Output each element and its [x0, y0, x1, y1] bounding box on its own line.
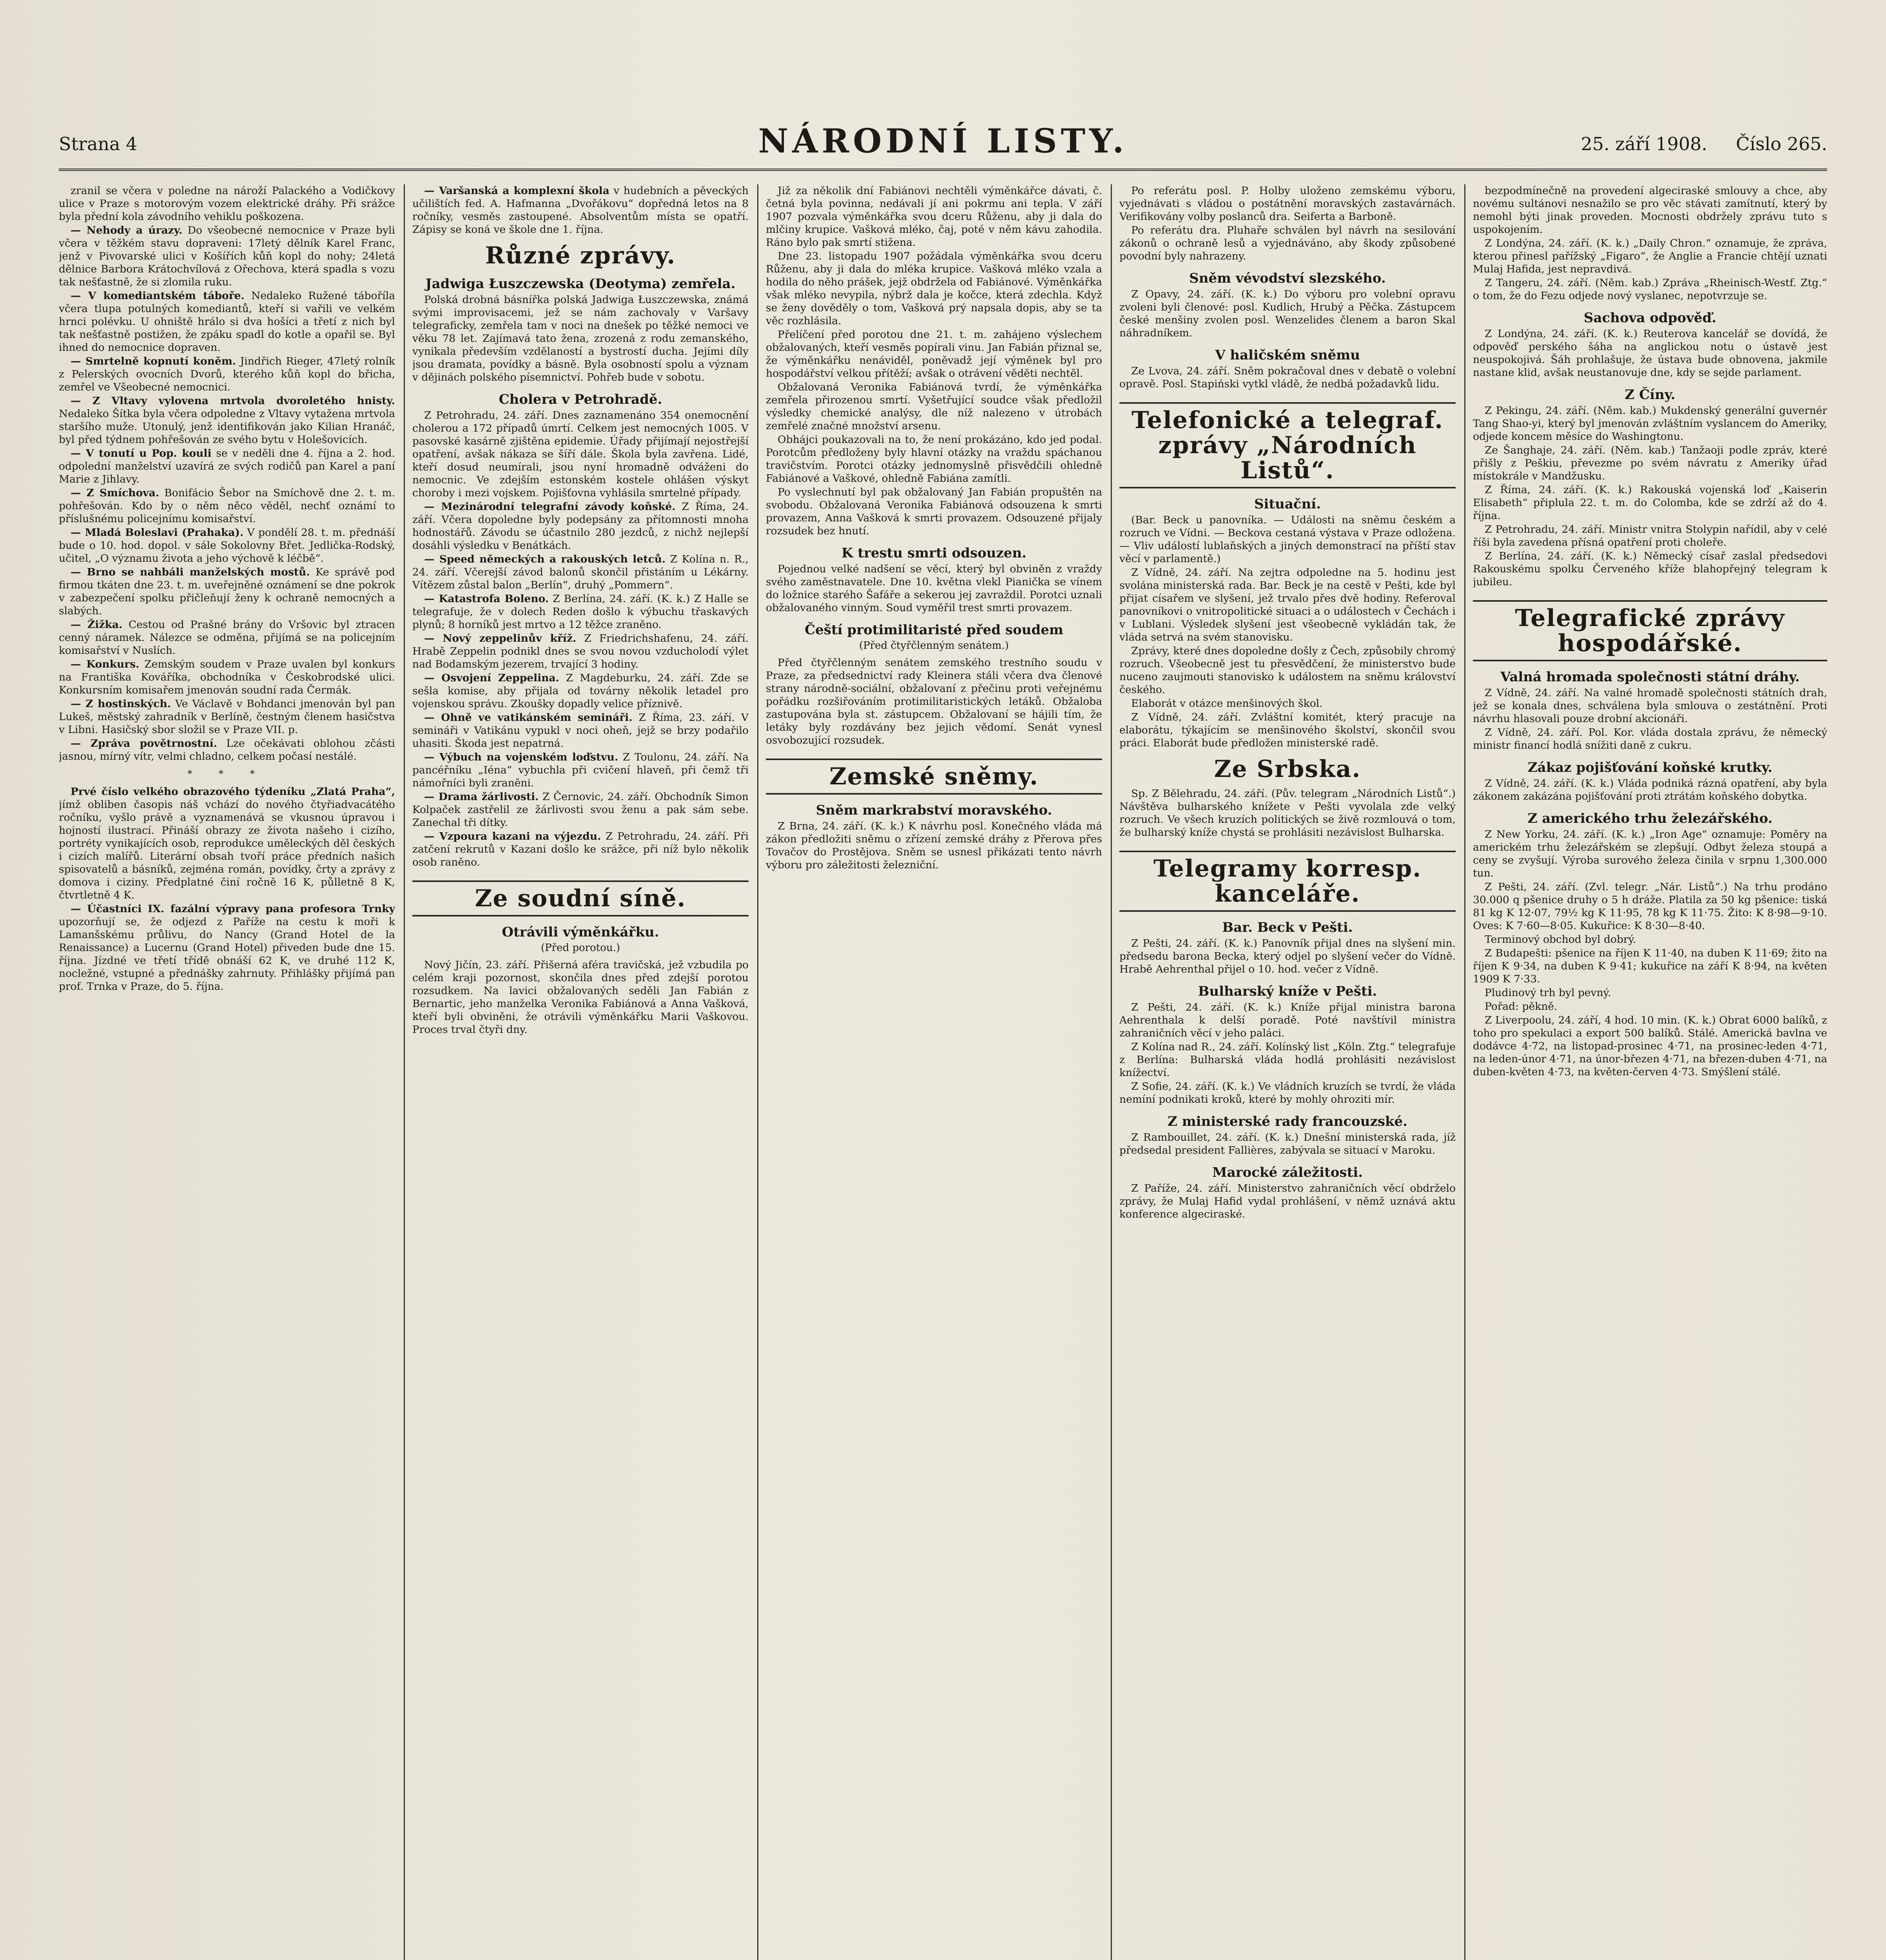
article-paragraph: [412, 184, 749, 236]
article-headline: Bar. Beck v Pešti.: [1222, 920, 1353, 935]
paragraph-text: Z Berlína, 24. září. (K. k.) Z Halle se telegrafuje, že v dolech Reden došlo k výbuchu třaskavých plynů; 8 horníků jest mrtvo a 12 těžce zraněno.: [412, 593, 749, 631]
article-headline: Otrávili výměnkářku.: [502, 924, 659, 940]
news-item-heading: — Účastníci IX. fazální výpravy pana profesora Trnky: [71, 903, 395, 915]
article-paragraph: [1473, 237, 1827, 276]
article-paragraph: [1119, 365, 1456, 390]
paragraph-text: Z Friedrichshafenu, 24. září. Hrabě Zeppelin podnikl dnes se svou novou vzducholodí výlet nad Bodamským jezerem, trvající 3 hodiny.: [412, 632, 749, 670]
paragraph-text: Po referátu dra. Pluhaře schválen byl návrh na sesilování zákonů o ochraně lesů a vyjednáváno, aby škody způsobené povodní byly nahrazeny.: [1119, 224, 1456, 262]
paragraph-text: Obhájci poukazovali na to, že není prokázáno, kdo jed podal. Porotcům předloženy byly hlavní otázky na vraždu spáchanou travičstvím. Porotci otázky jednomyslně přisvědčili ohledně Fabiánové a Vaškové, ohledně Fabiána zamítli.: [766, 434, 1102, 485]
article-paragraph: [1119, 937, 1456, 976]
article-headline: Sachova odpověď.: [1583, 310, 1717, 326]
article-paragraph: [1473, 483, 1827, 522]
paragraph-text: Z Pekingu, 24. září. (Něm. kab.) Mukdenský generální guvernér Tang Shao-yi, který byl jmenován zvláštním vyslancem do Ameriky, odjede koncem měsíce do Washingtonu.: [1473, 405, 1827, 443]
paragraph-text: Z New Yorku, 24. září. (K. k.) „Iron Age“ oznamuje: Poměry na americkém trhu železářském se zlepšují. Odbyt železa stoupá a ceny se zvyšují. Výroba surového železa činila v srpnu 1,300.000 tun.: [1473, 828, 1827, 879]
paragraph-text: Po vyslechnutí byl pak obžalovaný Jan Fabián propuštěn na svobodu. Obžalovaná Veronika Fabiánová odsouzena k smrti provazem, Anna Vašková k smrti provazem. Odsouzené přijaly rozsudek bez hnutí.: [766, 486, 1102, 537]
article-headline: Z amerického trhu železářského.: [1527, 811, 1773, 826]
article-headline: Marocké záležitosti.: [1212, 1165, 1363, 1180]
paragraph-text: v hudebních a pěveckých učilištích fed. A. Hafmanna „Dvořákovu“ dopředná letos na 8 ročníky, vesměs zastoupené. Absolventům místa se opatří. Zápisy se koná ve škole dne 1. října.: [412, 185, 749, 236]
article-paragraph: [59, 224, 395, 289]
article-paragraph: [412, 958, 749, 1036]
paragraph-text: Z Vídně, 24. září. Na valné hromadě společnosti státních drah, jež se konala dnes, schválena byla smlouva o zestátnění. Proti návrhu hlasovali pouze drobní akcionáři.: [1473, 687, 1827, 725]
column-rule: [757, 184, 758, 1960]
paragraph-text: upozorňují se, že odjezd z Paříže na cestu k moři k Lamanšskému průlivu, do Nancy (Grand Hotel de la Renaissance) a Lucernu (Grand Hotel) přiveden bude dne 15. října. Jízdné ve třetí třídě obnáší 62 K, ve druhé 112 K, nocležné, vstupné a přednášky zahrnuty. Přihlášky přijímá pan prof. Trnka v Praze, do 5. října.: [59, 916, 395, 993]
paragraph-text: Již za několik dní Fabiánovi nechtěli výměnkářce dávati, č. četná byla povinna, nedávali jí ani pokrmu ani tepla. V září 1907 pozvala výměnkářka svou dceru Růženu, aby ji dala do mlčiny krupice. Vašková mléko, čaj, poté v něm kávu zahodila. Ráno bylo pak smrtí stižena.: [766, 185, 1102, 249]
article-paragraph: [59, 394, 395, 446]
news-item-heading: — Smrtelně kopnutí koněm.: [71, 355, 236, 367]
news-item-heading: — Osvojení Zeppelina.: [424, 672, 559, 684]
article-paragraph: [1473, 1014, 1827, 1078]
article-headline: Valná hromada společnosti státní dráhy.: [1500, 669, 1800, 685]
news-item-heading: — Vzpoura kazani na výjezdu.: [424, 830, 601, 842]
article-paragraph: [1119, 1040, 1456, 1079]
section-heading: Zemské sněmy.: [766, 759, 1102, 795]
news-item-heading: — Nehody a úrazy.: [71, 224, 183, 236]
news-item-heading: — Žižka.: [71, 619, 123, 631]
article-paragraph: [1119, 644, 1456, 696]
column-rule: [1464, 184, 1465, 1960]
article-headline: Z ministerské rady francouzské.: [1168, 1114, 1407, 1129]
paragraph-text: bezpodmínečně na provedení algeciraské smlouvy a chce, aby novému sultánovi nesnažilo se pro věc stávati zamítnutí, který by nemohl býti jinak proveden. Mocnosti obdržely zprávu tuto s uspokojením.: [1473, 185, 1827, 236]
article-paragraph: [1473, 327, 1827, 379]
article-paragraph: [1473, 404, 1827, 443]
article-paragraph: [1473, 828, 1827, 880]
article-paragraph: [1119, 184, 1456, 223]
article-headline: Bulharský kníže v Pešti.: [1198, 984, 1377, 999]
paragraph-text: Ze Šanghaje, 24. září. (Něm. kab.) Tanžaoji podle zpráv, které přišly z Peškiu, převezme po svém návratu z Ameriky úřad místokrále v Mandžusku.: [1473, 444, 1827, 482]
paragraph-text: Polská drobná básnířka polská Jadwiga Łuszczewska, známá svými improvisacemi, jež se nám zachovaly v Varšavy telegraficky, zemřela tam v noci na dnešek po těžké nemoci ve věku 78 let. Zajímavá tato žena, zrozená z rodu zemanského, vynikala především vzdělaností a bystrostí ducha. Jejími díly jsou dramata, povídky a básně. Byla osobností spolu a význam v dějinách polského písemnictví. Pohřeb bude v sobotu.: [412, 294, 749, 383]
article-paragraph: [412, 632, 749, 671]
news-item-heading: — Výbuch na vojenském loďstvu.: [424, 751, 618, 763]
article-paragraph: [1473, 880, 1827, 932]
news-item-heading: — Nový zeppelinův kříž.: [424, 632, 577, 644]
column-rule: [1111, 184, 1112, 1960]
paragraph-text: zranil se včera v poledne na nároží Palackého a Vodičkovy ulice v Praze s motorovým vozem elektrické dráhy. Při srážce byla přední kola závodního vehiklu poškozena.: [59, 185, 395, 223]
page-number: Strana 4: [59, 133, 138, 154]
article-headline: K trestu smrti odsouzen.: [841, 545, 1026, 561]
paragraph-text: Pořad: pěkně.: [1485, 1000, 1558, 1013]
paragraph-text: Po referátu posl. P. Holby uloženo zemskému výboru, vyjednávati s vládou o postátnění moravských zastavárnách. Verifikovány volby poslanců dra. Seiferta a Barboně.: [1119, 185, 1456, 223]
paragraph-text: Z Vídně, 24. září. (K. k.) Vláda podniká rázná opatření, aby byla zákonem zakázána pojišťování proti ztrátám koňského dobytka.: [1473, 777, 1827, 802]
paragraph-text: Z Opavy, 24. září. (K. k.) Do výboru pro volební opravu zvoleni byli členové: posl. Kudlich, Hrubý a Pěčka. Zástupcem české menšiny zvolen posl. Wenzelides členem a baron Skal náhradníkem.: [1119, 288, 1456, 339]
paragraph-text: Elaborát v otázce menšinových škol.: [1131, 697, 1323, 710]
article-paragraph: [59, 289, 395, 354]
article-paragraph: [1473, 444, 1827, 483]
article-paragraph: [59, 526, 395, 565]
paragraph-text: Z Londýna, 24. září. (K. k.) „Daily Chron.“ oznamuje, že zpráva, kterou přinesl pařížský „Figaro“, že Anglie a Francie chtějí uznati Mulaj Hafida, jest nepravdivá.: [1473, 237, 1827, 275]
paragraph-text: Před čtyřčlenným senátem zemského trestního soudu v Praze, za předsednictví rady Kleinera stáli včera dva členové strany národně-sociální, obžalovaní z přečinu proti veřejnému pořádku rozšiřováním protimilitaristických letáků. Obžaloba zastupována byla st. zástupcem. Obžalovaní se hájili tím, že letáky byly rozdávány bez jejich vědomí. Senát vynesl osvobozující rozsudek.: [766, 657, 1102, 746]
news-item-heading: — Z Smíchova.: [71, 487, 160, 499]
article-paragraph: [59, 737, 395, 763]
news-item-heading: Prvé číslo velkého obrazového týdeníku „Zlatá Praha“,: [71, 786, 395, 798]
article-paragraph: [412, 592, 749, 631]
paragraph-text: Pojednou velké nadšení se věcí, který byl obviněn z vraždy svého zaměstnavatele. Dne 10. května vlekl Pianička se vínem do ložnice starého Šafáře a sekerou jej zavraždil. Porotci uznali obžalovaného vinným. Soud vyměřil trest smrti provazem.: [766, 563, 1102, 614]
article-paragraph: [1119, 288, 1456, 339]
news-item-heading: — Z hostinských.: [71, 698, 171, 710]
article-paragraph: [412, 553, 749, 592]
article-paragraph: [412, 790, 749, 829]
paragraph-text: Z Sofie, 24. září. (K. k.) Ve vládních kruzích se tvrdí, že vláda nemíní podnikati kroků, které by mohly ohroziti mír.: [1119, 1080, 1456, 1105]
paragraph-text: Ze Lvova, 24. září. Sněm pokračoval dnes v debatě o volební opravě. Posl. Stapiński vytkl vládě, že nedbá požadavků lidu.: [1119, 365, 1456, 390]
article-paragraph: [412, 293, 749, 384]
issue-date: 25. září 1908.: [1581, 133, 1707, 154]
article-paragraph: [766, 563, 1102, 614]
masthead-title: NÁRODNÍ LISTY.: [758, 122, 1128, 160]
paragraph-text: Z Magdeburku, 24. září. Zde se sešla komise, aby přijala od továrny několik letadel pro vojenskou správu. Zkoušky dopadly velice příznivě.: [412, 672, 749, 710]
article-paragraph: [412, 671, 749, 710]
article-paragraph: [412, 751, 749, 789]
paragraph-text: Z Petrohradu, 24. září. Ministr vnitra Stolypin nařídil, aby v celé říši byla zavedena přísná opatření proti choleře.: [1473, 523, 1827, 548]
column-3: [766, 184, 1102, 1960]
paragraph-text: Z Vídně, 24. září. Zvláštní komitét, který pracuje na elaborátu, týkajícím se menšinového školství, skončil svou práci. Elaborát bude předložen ministerské radě.: [1119, 711, 1456, 749]
article-paragraph: [1119, 1182, 1456, 1221]
paragraph-text: Z Tangeru, 24. září. (Něm. kab.) Zpráva „Rheinisch-Westf. Ztg.“ o tom, že do Fezu odjede nový vyslanec, nepotvrzuje se.: [1473, 277, 1827, 302]
page-header: [59, 118, 1827, 171]
article-paragraph: [1473, 686, 1827, 725]
section-heading: Ze Srbska.: [1214, 755, 1361, 783]
article-paragraph: [59, 785, 395, 902]
paragraph-text: Přelíčení před porotou dne 21. t. m. zahájeno výslechem obžalovaných, kteří vesměs popírali vinu. Jan Fabián přiznal se, že výměnkářku nenáviděl, poněvadž její výměnek byl pro hospodářství velkou přítěží; avšak o otrávení věděti nechtěl.: [766, 328, 1102, 379]
column-rule: [404, 184, 405, 1960]
article-headline: Čeští protimilitaristé před soudem: [805, 622, 1063, 638]
article-paragraph: [1119, 697, 1456, 710]
paragraph-text: Z Brna, 24. září. (K. k.) K návrhu posl. Konečného vláda má zákon předložiti sněmu o zřízení zemské dráhy z Přerova přes Tovačov do Prostějova. Sněm se usnesl přikázati tento návrh výboru pro záležitosti železniční.: [766, 820, 1102, 871]
section-heading: Telegrafické zprávy hospodářské.: [1473, 600, 1827, 661]
paragraph-text: Z Černovic, 24. září. Obchodník Simon Kolpaček zastřelil ze žárlivosti svou ženu a pak sám sebe. Zanechal tři dítky.: [412, 791, 749, 829]
paragraph-text: Nový Jičín, 23. září. Přišerná aféra travičská, jež vzbudila po celém kraji pozornost, skončila dnes před zdejší porotou rozsudkem. Na lavici obžalovaných seděli Jan Fabián z Bernartic, jeho manželka Veronika Fabiánová a Anna Vašková, kteří byli obviněni, že otrávili výměnkářku Marii Vaškovou. Proces trval čtyři dny.: [412, 959, 749, 1036]
column-2: [412, 184, 749, 1960]
article-paragraph: [1119, 514, 1456, 565]
article-paragraph: [59, 486, 395, 525]
article-paragraph: [59, 697, 395, 736]
section-heading: Různé zprávy.: [485, 242, 676, 269]
article-paragraph: [766, 184, 1102, 249]
news-item-heading: — Drama žárlivosti.: [424, 791, 539, 803]
paragraph-text: Sp. Z Bělehradu, 24. září. (Pův. telegram „Národních Listů“.) Návštěva bulharského knížete v Pešti vyvolala zde velký rozruch. Ve všech kruzích politických se živě rozmlouvá o tom, že bulharský kníže chystá se prohlásiti nezávislost Bulharska.: [1119, 788, 1456, 838]
news-item-heading: — Mezinárodní telegrafní závody koňské.: [424, 501, 676, 513]
article-paragraph: [1473, 726, 1827, 752]
article-headline: Z Číny.: [1625, 387, 1676, 403]
paragraph-text: Z Kolína n. R., 24. září. Včerejší závod balonů skončil přistáním u Lékárny. Vítězem zůstal balon „Berlín“, druhý „Pommern“.: [412, 553, 749, 591]
paragraph-text: Z Říma, 24. září. Včera dopoledne byly podepsány za přítomnosti mnoha hodnostářů. Závodu se účastnilo 280 jezdců, z nichž nejlepší dosáhli výsledku v Benátkách.: [412, 501, 749, 552]
article-paragraph: [59, 447, 395, 486]
paragraph-text: Z Vídně, 24. září. Na zejtra odpoledne na 5. hodinu jest svolána ministerská rada. Bar. Beck je na cestě v Pešti, kde byl přijat císařem ve slyšení, jež trvalo přes dvě hodiny. Referoval panovníkovi o vnitropolitické situaci a o událostech v Čechách i v Lublani. Výsledek slyšení jest všeobecně vykládán tak, že vláda setrvá na svém stanovisku.: [1119, 566, 1456, 643]
paragraph-text: Z Pešti, 24. září. (K. k.) Kníže přijal ministra barona Aehrenthala k delší poradě. Poté navštívil ministra zahraničních věcí v jeho paláci.: [1119, 1001, 1456, 1039]
article-paragraph: [1119, 224, 1456, 263]
paragraph-text: Nedaleko Šítka byla včera odpoledne z Vltavy vytažena mrtvola staršího muže. Utonulý, jenž identifikován jako Kilian Hranáč, byl před týdnem pohřešován ze svého bytu v Holešovicích.: [59, 408, 395, 446]
article-paragraph: [1473, 933, 1827, 946]
article-paragraph: [1119, 1131, 1456, 1157]
article-paragraph: [1119, 1080, 1456, 1106]
paragraph-text: Do všeobecné nemocnice v Praze byli včera v těžkém stavu dopraveni: 17letý dělník Karel Franc, jenž v Pivovarské ulici v Košířích kůň kopl do nohy; 24letá dělnice Barbora Krátochvílová z Ořechova, která spadla s vozu tak nešťastně, že si zlomila ruku.: [59, 224, 395, 288]
paragraph-text: Pludinový trh byl pevný.: [1485, 987, 1611, 999]
paragraph-text: (Bar. Beck u panovníka. — Události na sněmu českém a rozruch ve Vídni. — Beckova cestaná výstava v Praze odložena. — Vliv událostí lublaňských a jiných demonstrací na příští stav věcí v parlamentě.): [1119, 514, 1456, 565]
article-paragraph: [59, 902, 395, 993]
paragraph-text: Z Vídně, 24. září. Pol. Kor. vláda dostala zprávu, že německý ministr financí hodlá snížiti daně z cukru.: [1473, 726, 1827, 751]
paragraph-text: Ke správě pod firmou tkáten dne 23. t. m. uveřejněné oznámení se dne pokrok v zabezpečení spolku přičleňují ženy k ochraně nemocných a slabých.: [59, 566, 395, 617]
article-paragraph: [1473, 276, 1827, 302]
news-item-heading: — Katastrofa Boleno.: [424, 593, 549, 605]
paragraph-text: V pondělí 28. t. m. přednáší bude o 10. hod. dopol. v sále Sokolovny Břet. Jedlička-Rodský, učitel, „O významu života a jeho výchově k léčbě“.: [59, 526, 395, 564]
paragraph-text: Z Paříže, 24. září. Ministerstvo zahraničních věcí obdrželo zprávy, že Mulaj Hafid vydal prohlášení, v němž uznává aktu konference algeciraské.: [1119, 1182, 1456, 1220]
paragraph-text: Z Berlína, 24. září. (K. k.) Německý císař zaslal předsedovi Rakouskému spolku Červeného kříže blahopřejný telegram k jubileu.: [1473, 550, 1827, 588]
article-subheadline: (Před čtyřčlenným senátem.): [859, 640, 1009, 652]
issue-number: Číslo 265.: [1736, 133, 1827, 154]
article-paragraph: [1119, 1001, 1456, 1040]
paragraph-text: Z Rambouillet, 24. září. (K. k.) Dnešní ministerská rada, jíž předsedal president Fallières, zabývala se situací v Maroku.: [1119, 1131, 1456, 1156]
paragraph-text: Bonifácio Šebor na Smíchově dne 2. t. m. pohřešován. Kdo by o něm něco věděl, nechť oznámí to příslušnému policejnímu komisařství.: [59, 487, 395, 525]
article-headline: Jadwiga Łuszczewska (Deotyma) zemřela.: [425, 276, 736, 292]
paragraph-text: Obžalovaná Veronika Fabiánová tvrdí, že výměnkářka zemřela přirozenou smrtí. Vyšetřující soudce však předložil výsledky chemické analýsy, dle níž nalezeno v útrobách zemřelé značné množství arsenu.: [766, 381, 1102, 432]
paragraph-text: jímž obliben časopis náš vchází do nového čtyřiadvacátého ročníku, vyšlo právě a vyznamenává se vkusnou úpravou i hojností ilustrací. Přináší obrazy ze života našeho i cizího, portréty vynikajících osob, reprodukce uměleckých děl českých i cizích malířů. Literární obsah tvoří práce předních našich spisovatelů a básníků, zejména román, povídky, črty a zprávy z domova i ciziny. Předplatné činí ročně 16 K, půlletně 8 K, čtvrtletně 4 K.: [59, 799, 395, 901]
article-paragraph: [1473, 986, 1827, 999]
paragraph-text: Zemským soudem v Praze uvalen byl konkurs na Františka Kováříka, obchodníka v Českobrodské ulici. Konkursním komisařem jmenován soudní rada Čermák.: [59, 658, 395, 696]
date-issue: [1581, 133, 1827, 154]
article-paragraph: [766, 820, 1102, 871]
paragraph-text: Z Liverpoolu, 24. září, 4 hod. 10 min. (K. k.) Obrat 6000 balíků, z toho pro spekulaci a export 500 balíků. Stálé. Americká bavlna ve dodávce 4·72, na listopad-prosinec 4·71, na prosinec-leden 4·71, na leden-únor 4·71, na únor-březen 4·71, na březen-duben 4·71, na duben-květen 4·73, na květen-červen 4·73. Smýšlení stálé.: [1473, 1014, 1827, 1078]
article-headline: V haličském sněmu: [1215, 347, 1360, 363]
news-item-heading: — Mladá Boleslavi (Prahaka).: [71, 526, 244, 539]
news-item-heading: — V komediantském táboře.: [71, 290, 245, 302]
paragraph-text: Z Londýna, 24. září. (K. k.) Reuterova kancelář se dovídá, že odpověď perského šáha na anglickou notu o ústavě jest neuspokojivá. Šáh prohlašuje, že ústava bude obnovena, jakmile nastane klid, avšak neustanovuje dne, kdy se sejde parlament.: [1473, 328, 1827, 379]
news-item-heading: — V tonutí u Pop. kouli: [71, 447, 212, 459]
article-paragraph: [59, 566, 395, 617]
article-paragraph: [1119, 711, 1456, 750]
news-item-heading: — Varšanská a komplexní škola: [424, 185, 609, 197]
paragraph-text: Jindřich Rieger, 47letý rolník z Pelerských ovocních Dvorů, kterého kůň kopl do břicha, zemřel ve Všeobecné nemocnici.: [59, 355, 395, 393]
article-paragraph: [412, 830, 749, 869]
article-paragraph: [766, 656, 1102, 747]
article-paragraph: [766, 381, 1102, 432]
paragraph-text: Z Říma, 23. září. V semináři v Vatikánu vypukl v noci oheň, jejž se brzy podařilo uhasiti. Škoda jest nepatrná.: [412, 711, 749, 750]
paragraph-text: Z Toulonu, 24. září. Na pancéřníku „Iéna“ vybuchla při cvičení hlaveň, při čemž tři námořníci byli zraněni.: [412, 751, 749, 789]
paragraph-text: se v neděli dne 4. října a 2. hod. odpolední manželství uzavírá ze svých rodičů pan Karel a paní Marie z Jihlavy.: [59, 447, 395, 485]
paragraph-text: Z Petrohradu, 24. září. Dnes zaznamenáno 354 onemocnění cholerou a 172 případů úmrtí. Celkem jest nemocných 1005. V pasovské kasárně zjištěna epidemie. Úřady přijímají nejostřejší opatření, avšak nákaza se šíří dále. Škola byla zavřena. Lidé, kteří dosud neumírali, jsou nyní hromadně odváženi do nemocnic. Ve zdejším estonském kostele ohlášen výskyt choroby i mezi vojskem. Pojišťovna vyhlásila smrtelné případy.: [412, 409, 749, 499]
article-paragraph: [59, 355, 395, 394]
article-headline: Sněm vévodství slezského.: [1189, 270, 1386, 286]
article-paragraph: [59, 184, 395, 223]
article-paragraph: [1473, 777, 1827, 803]
news-item-heading: — Konkurs.: [71, 658, 140, 670]
paragraph-text: Z Pešti, 24. září. (Zvl. telegr. „Nár. Listů“.) Na trhu prodáno 30.000 q pšenice druhy o 5 h dráže. Platila za 50 kg pšenice: tiská 81 kg K 12·07, 79½ kg K 11·95, 78 kg K 11·75. Žito: K 8·98—9·10. Oves: K 7·60—8·05. Kukuřice: K 8·30—8·40.: [1473, 881, 1827, 932]
article-paragraph: [59, 658, 395, 697]
article-paragraph: [412, 500, 749, 552]
column-1: [59, 184, 395, 1960]
paragraph-text: Z Říma, 24. září. (K. k.) Rakouská vojenská loď „Kaiserin Elisabeth“ připlula 22. t. m. do Colomba, kde se zdrží až do 4. října.: [1473, 484, 1827, 522]
paragraph-text: Cestou od Prašné brány do Vršovic byl ztracen cenný náramek. Nálezce se odměna, přijímá se na policejním komisařství v Nuslích.: [59, 619, 395, 657]
paragraph-text: Z Budapešti: pšenice na říjen K 11·40, na duben K 11·69; žito na říjen K 9·34, na duben K 9·41; kukuřice na září K 8·94, na květen 1909 K 7·33.: [1473, 947, 1827, 985]
paragraph-text: Lze očekávati oblohou zčásti jasnou, mírný vítr, velmi chladno, celkem počasí nestálé.: [59, 737, 395, 762]
news-item-heading: — Speed německých a rakouských letců.: [424, 553, 666, 565]
paragraph-text: Terminový obchod byl dobrý.: [1485, 933, 1636, 946]
article-paragraph: [1473, 523, 1827, 549]
article-paragraph: [766, 328, 1102, 380]
article-paragraph: [412, 711, 749, 750]
article-paragraph: [766, 433, 1102, 485]
section-heading: Telegramy korresp. kanceláře.: [1119, 851, 1456, 912]
paragraph-text: Ve Václavě v Bohdanci jmenován byl pan Lukeš, městský zahradník v Berlíně, čestným členem hasičstva v Libni. Hasičský sbor složil se v Praze VII. p.: [59, 698, 395, 736]
section-heading: Telefonické a telegraf. zprávy „Národních Listů“.: [1119, 402, 1456, 488]
news-item-heading: — Ohně ve vatikánském semináři.: [424, 711, 633, 724]
paragraph-text: Dne 23. listopadu 1907 požádala výměnkářka svou dceru Růženu, aby ji dala do mléka krupice. Vašková mléko vzala a hodila do něho prášek, jejž obdržela od Fabiánové. Výměnkářka však mléko nevypila, nýbrž dala je kočce, která zdechla. Když se ženy dověděly o tom, Vašková prý napsala dopis, aby se ta věc rozhlásila.: [766, 250, 1102, 327]
article-headline: Sněm markrabství moravského.: [816, 802, 1052, 818]
article-paragraph: [1473, 947, 1827, 985]
column-5: [1473, 184, 1827, 1960]
paragraph-text: Z Pešti, 24. září. (K. k.) Panovník přijal dnes na slyšení min. předsedu barona Becka, který odjel po slyšení večer do Vídně. Hrabě Aehrenthal přijel o 10. hod. večer z Vídně.: [1119, 937, 1456, 975]
article-paragraph: [59, 618, 395, 657]
article-paragraph: [1473, 550, 1827, 588]
section-separator: * * *: [187, 768, 267, 779]
article-headline: Cholera v Petrohradě.: [499, 392, 662, 407]
paragraph-text: Z Petrohradu, 24. září. Při zatčení rekrutů v Kazani došlo ke srážce, při níž bylo několik osob raněno.: [412, 830, 749, 868]
news-item-heading: — Brno se nahbáli manželských mostů.: [71, 566, 310, 578]
news-item-heading: — Zpráva povětrnostní.: [71, 737, 217, 750]
article-paragraph: [766, 250, 1102, 327]
article-headline: Situační.: [1254, 496, 1321, 512]
article-headline: Zákaz pojišťování koňské krutky.: [1527, 760, 1773, 775]
article-paragraph: [1473, 1000, 1827, 1013]
paragraph-text: Zprávy, které dnes dopoledne došly z Čech, způsobily chromý rozruch. Všeobecně jest tu přesvědčení, že ministerstvo bude nuceno zaujmouti stanovisko k událostem na sněmu království českého.: [1119, 645, 1456, 696]
article-paragraph: [766, 486, 1102, 537]
column-4: [1119, 184, 1456, 1960]
article-paragraph: [412, 409, 749, 499]
article-subheadline: (Před porotou.): [541, 942, 620, 954]
paragraph-text: Z Kolína nad R., 24. září. Kolínský list „Köln. Ztg.“ telegrafuje z Berlína: Bulharská vláda hodlá prohlásiti nezávislost knížectví.: [1119, 1041, 1456, 1079]
news-item-heading: — Z Vltavy vylovena mrtvola dvoroletého hnisty.: [71, 395, 395, 407]
section-heading: Ze soudní síně.: [412, 880, 749, 916]
article-paragraph: [1473, 184, 1827, 236]
article-paragraph: [1119, 566, 1456, 644]
paragraph-text: Nedaleko Ružené táboříla včera tlupa potulných komediantů, kteří si vařili ve velkém hrnci polévku. U ohniště hrálo si dva hošíci a třetí z nich byl tak nešťastně postižen, že zpáku spadl do kotle a opařil se. Byl ihned do nemocnice dopraven.: [59, 290, 395, 354]
article-paragraph: [1119, 787, 1456, 839]
